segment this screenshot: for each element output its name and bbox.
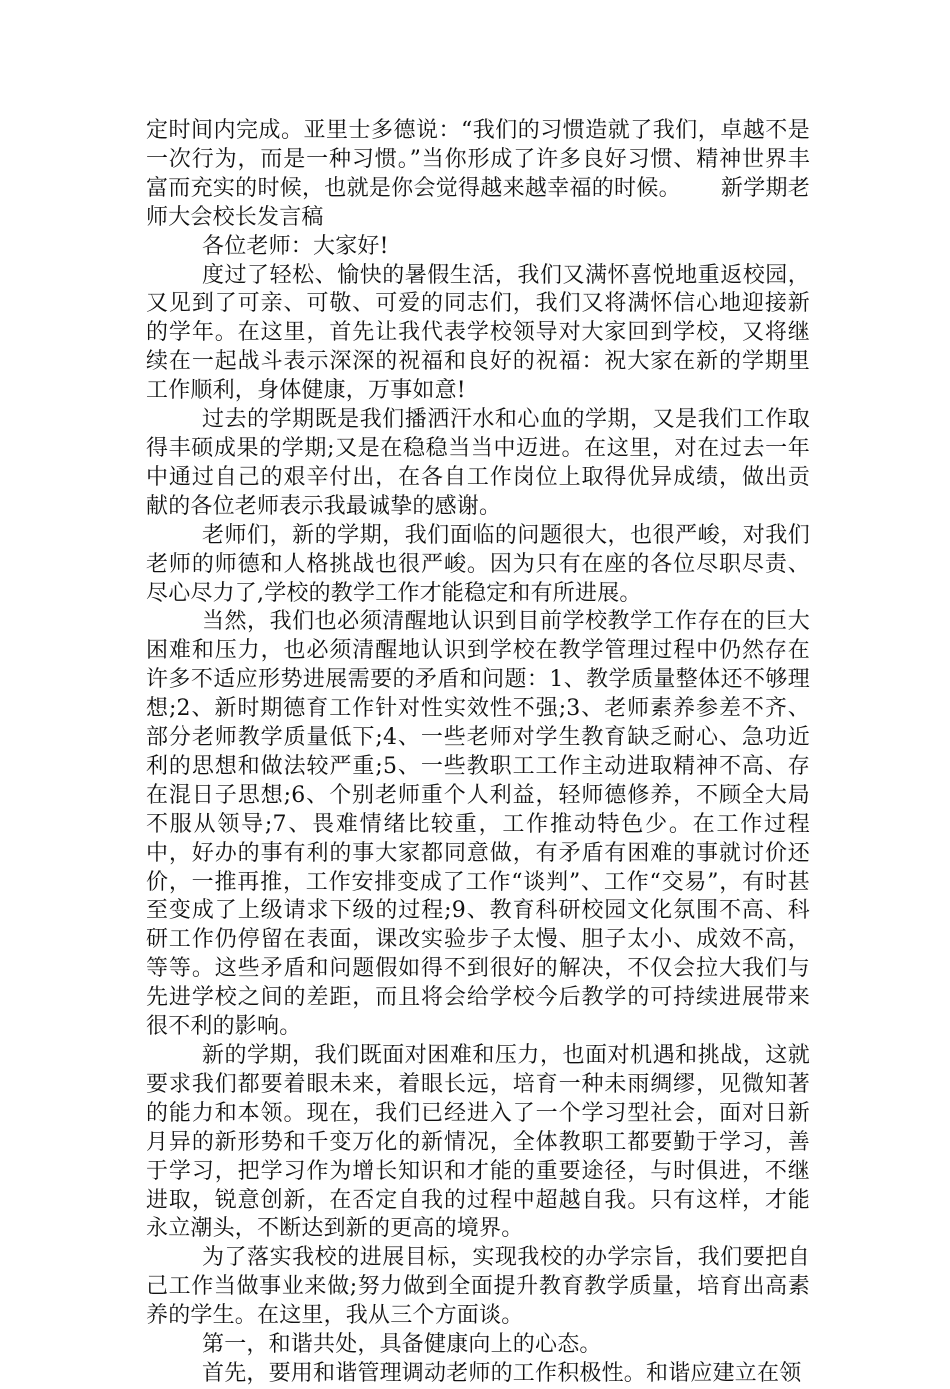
document-title: 新学期老师大会校长发言稿 [146, 175, 810, 230]
lead-paragraph [146, 117, 810, 233]
paragraph-5: 新的学期，我们既面对困难和压力，也面对机遇和挑战，这就要求我们都要着眼未来，着眼长远，培育一种未雨绸缪，见微知著的能力和本领。现在，我们已经进入了一个学习型社会，面对日新月异的新形势和千变万化的新情况，全体教职工都要勤于学习，善于学习，把学习作为增长知识和才能的重要途径，与时俱进，不继进取，锐意创新，在否定自我的过程中超越自我。只有这样，才能永立潮头，不断达到新的更高的境界。 [146, 1043, 810, 1242]
lead-text: 定时间内完成。亚里士多德说：“我们的习惯造就了我们，卓越不是一次行为，而是一种习惯。”当你形成了许多良好习惯、精神世界丰富而充实的时候，也就是你会觉得越来越幸福的时候。 [146, 118, 810, 201]
paragraph-6: 为了落实我校的进展目标，实现我校的办学宗旨，我们要把自己工作当做事业来做;努力做到全面提升教育教学质量，培育出高素养的学生。在这里，我从三个方面谈。 [146, 1245, 810, 1329]
document-page [146, 117, 810, 1389]
paragraph-7: 首先，要用和谐管理调动老师的工作积极性。和谐应建立在领 [202, 1360, 802, 1386]
paragraph-1: 度过了轻松、愉快的暑假生活，我们又满怀喜悦地重返校园，又见到了可亲、可敬、可爱的同志们，我们又将满怀信心地迎接新的学年。在这里，首先让我代表学校领导对大家回到学校，又将继续在一起战斗表示深深的祝福和良好的祝福：祝大家在新的学期里工作顺利，身体健康，万事如意! [146, 262, 810, 404]
paragraph-4: 当然，我们也必须清醒地认识到目前学校教学工作存在的巨大困难和压力，也必须清醒地认识到学校在教学管理过程中仍然存在许多不适应形势进展需要的矛盾和问题：1、教学质量整体还不够理想;2、新时期德育工作针对性实效性不强;3、老师素养参差不齐、部分老师教学质量低下;4、一些老师对学生教育缺乏耐心、急功近利的思想和做法较严重;5、一些教职工工作主动进取精神不高、存在混日子思想;6、个别老师重个人利益，轻师德修养，不顾全大局不服从领导;7、畏难情绪比较重，工作推动特色少。在工作过程中，好办的事有利的事大家都同意做，有矛盾有困难的事就讨价还价，一推再推，工作安排变成了工作“谈判”、工作“交易”，有时甚至变成了上级请求下级的过程;9、教育科研校园文化氛围不高、科研工作仍停留在表面，课改实验步子太慢、胆子太小、成效不高，等等。这些矛盾和问题假如得不到很好的解决，不仅会拉大我们与先进学校之间的差距，而且将会给学校今后教学的可持续进展带来很不利的影响。 [146, 609, 810, 1040]
paragraph-3: 老师们，新的学期，我们面临的问题很大，也很严峻，对我们老师的师德和人格挑战也很严峻。因为只有在座的各位尽职尽责、尽心尽力了,学校的教学工作才能稳定和有所进展。 [146, 522, 810, 606]
greeting: 各位老师：大家好! [202, 233, 389, 259]
paragraph-2: 过去的学期既是我们播洒汗水和心血的学期，又是我们工作取得丰硕成果的学期;又是在稳稳当当中迈进。在这里，对在过去一年中通过自己的艰辛付出，在各自工作岗位上取得优异成绩，做出贡献的各位老师表示我最诚挚的感谢。 [146, 407, 810, 519]
section-heading-1: 第一，和谐共处，具备健康向上的心态。 [202, 1332, 602, 1358]
